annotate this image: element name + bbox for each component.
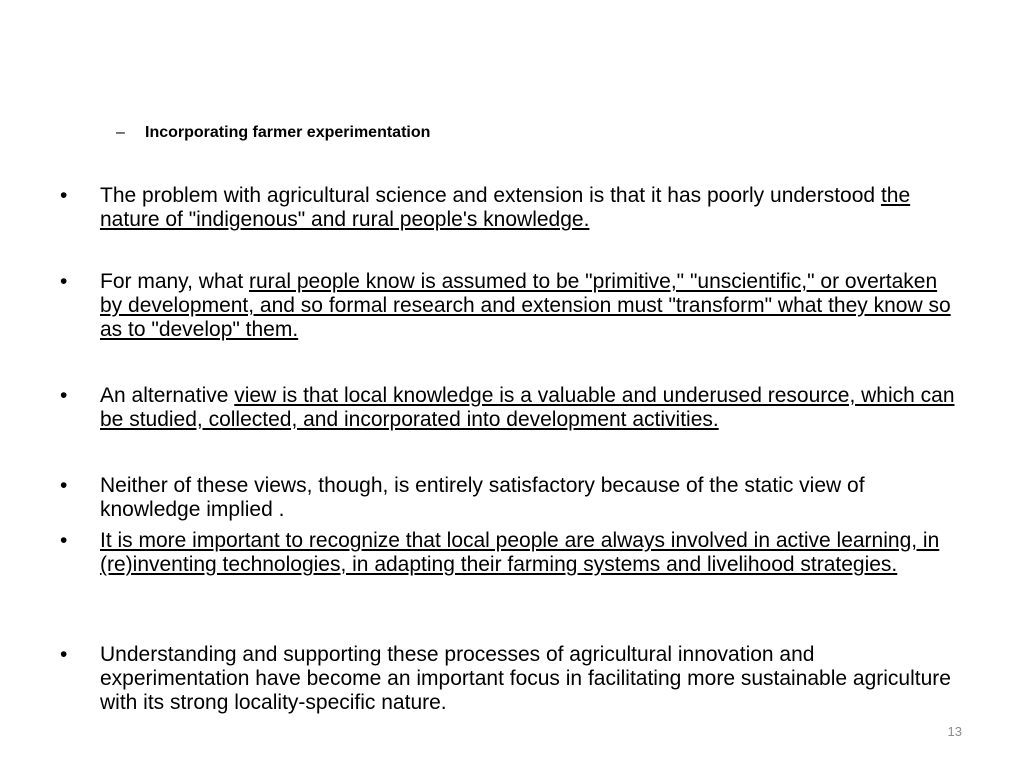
bullet-text [100, 529, 960, 577]
bullet-item-1 [60, 184, 960, 232]
bullet-item-4 [60, 474, 960, 522]
bullet-underlined-text: It is more important to recognize that local people are always involved in active learning, in (re)inventing technologies, in adapting their farming systems and livelihood strategies. [100, 529, 940, 576]
bullet-text [100, 643, 960, 715]
bullet-plain-text: For many, what [100, 270, 249, 293]
bullet-text [100, 184, 960, 232]
bullet-glyph: • [60, 184, 68, 207]
bullet-text [100, 384, 960, 432]
bullet-plain-text: Neither of these views, though, is entirely satisfactory because of the static view of knowledge implied . [100, 474, 865, 521]
sub-heading [116, 122, 430, 144]
bullet-item-5 [60, 529, 960, 577]
sub-heading-text: Incorporating farmer experimentation [145, 124, 431, 141]
page-number: 13 [947, 724, 962, 739]
bullet-underlined-text: the nature of "indigenous" and rural people's knowledge. [100, 184, 911, 231]
bullet-text [100, 270, 960, 342]
bullet-underlined-text: view is that local knowledge is a valuable and underused resource, which can be studied, collected, and incorporated into development activities. [100, 384, 955, 431]
bullet-glyph: • [60, 270, 68, 293]
bullet-text [100, 474, 960, 522]
bullet-plain-text: An alternative [100, 384, 235, 407]
bullet-underlined-text: rural people know is assumed to be "primitive," "unscientific," or overtaken by development, and so formal research and extension must "transform" what they know so as to "develop" them. [100, 270, 951, 341]
bullet-plain-text: The problem with agricultural science and extension is that it has poorly understood [100, 184, 881, 207]
bullet-glyph: • [60, 529, 68, 552]
sub-heading-dash: – [116, 124, 125, 141]
bullet-item-2 [60, 270, 960, 342]
bullet-glyph: • [60, 474, 68, 497]
bullet-plain-text: Understanding and supporting these processes of agricultural innovation and experimentation have become an important focus in facilitating more sustainable agriculture with its strong locality-specific nature. [100, 643, 951, 714]
bullet-glyph: • [60, 643, 68, 666]
bullet-item-6 [60, 643, 960, 715]
bullet-glyph: • [60, 384, 68, 407]
bullet-item-3 [60, 384, 960, 432]
